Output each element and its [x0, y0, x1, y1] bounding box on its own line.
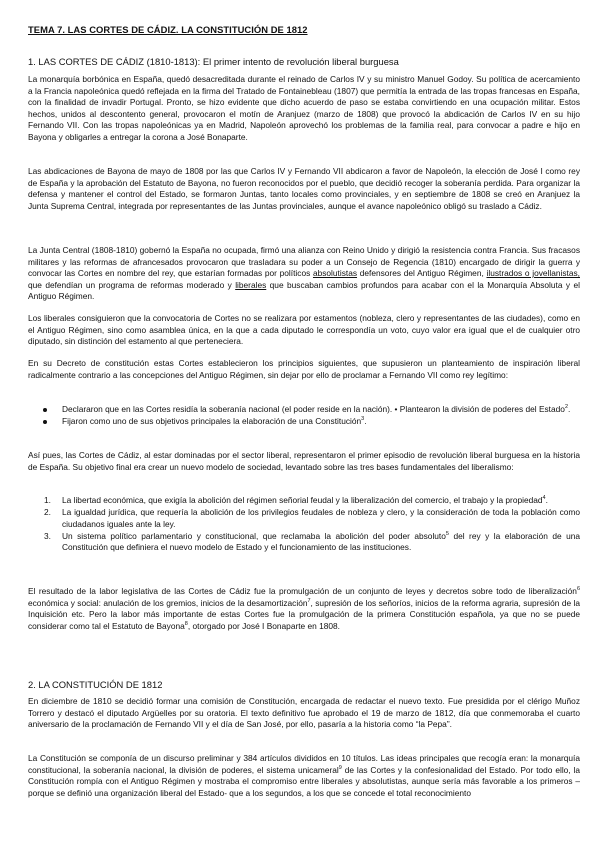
underlined-term-absolutistas: absolutistas: [312, 268, 358, 279]
s1-paragraph-2: Las abdicaciones de Bayona de mayo de 1808 por las que Carlos IV y Fernando VII abdicaron a favor de Napoleón, la elección de José I como rey de España y la aprobación del Estatuto de Bayona, no fueron reconocidos por el pueblo, que decidió recoger la soberanía perdida. Para organizar la defensa y mantener el control del Estado, se formaron Juntas, tanto locales como provinciales, y en septiembre de 1808 se creó en Aranjuez la Junta Suprema Central, integrada por representantes de las Juntas provinciales, aunque el avance napoleónico obligó su traslado a Cádiz.: [28, 166, 580, 211]
item-text: Un sistema político parlamentario y constitucional, que reclamaba la abolición del poder absoluto: [62, 530, 446, 541]
numbered-item: [40, 531, 580, 554]
footnote-ref: 6: [576, 586, 580, 593]
item-number: 1.: [44, 495, 51, 505]
bullet-text: Fijaron como uno de sus objetivos principales la elaboración de una Constitución: [62, 416, 362, 427]
s1-paragraph-5: En su Decreto de constitución estas Cortes establecieron los principios siguientes, que supusieron un planteamiento de inspiración liberal radicalmente contrario a las concepciones del Antiguo Régimen, sin dejar por ello de proclamar a Fernando VII como rey legítimo:: [28, 358, 580, 380]
text-run: defensores del Antiguo Régimen,: [357, 268, 487, 279]
bullet-icon: [43, 408, 47, 412]
section-2-heading: 2. LA CONSTITUCIÓN DE 1812: [28, 679, 163, 690]
footnote-ref: 3: [361, 416, 365, 423]
text-run: que defendían un programa de reformas moderado y: [28, 279, 236, 290]
bullet-text: Declararon que en las Cortes residía la soberanía nacional (el poder reside en la nación). • Plantearon la división de poderes del Estado: [62, 404, 565, 414]
bullet-icon: [43, 420, 47, 424]
footnote-ref: 4: [542, 495, 546, 502]
text-run: La Constitución se componía de un discurso preliminar y 384 artículos divididos en 10 títulos. Las ideas principales que recogía eran: la monarquía constitucional, la soberanía nacional, la división de poderes, el sistema unicameral: [28, 753, 580, 775]
text-run: El resultado de la labor legislativa de las Cortes de Cádiz fue la promulgación de un conjunto de leyes y decretos sobre todo de liberalización: [28, 586, 577, 596]
s1-paragraph-6: Así pues, las Cortes de Cádiz, al estar dominadas por el sector liberal, representaron el primer episodio de revolución liberal burguesa en la historia de España. Su objetivo final era crear un nuevo modelo de sociedad, levantado sobre las tres bases fundamentales del liberalismo:: [28, 450, 580, 472]
s1-paragraph-3: [28, 245, 580, 303]
bullet-item: [40, 416, 580, 428]
underlined-term-ilustrados: ilustrados o jovellanistas,: [486, 268, 580, 279]
bullet-text-end: .: [364, 416, 367, 427]
footnote-ref: 7: [307, 597, 311, 604]
footnote-ref: 5: [445, 531, 449, 537]
footnote-ref: 2: [564, 404, 568, 411]
footnote-ref: 8: [184, 621, 188, 627]
s1-paragraph-7: [28, 586, 580, 632]
s1-paragraph-4: Los liberales consiguieron que la convocatoria de Cortes no se realizara por estamentos (nobleza, clero y representantes de las ciudades), como en el Antiguo Régimen, sino como asamblea única, en la que a cada diputado le correspondía un voto, cuyo valor era igual que el de cualquier otro diputado, sin distinción del estamento al que perteneciera.: [28, 313, 580, 347]
item-number: 3.: [44, 530, 51, 541]
text-run: , supresión de los señoríos, inicios de la reforma agraria, supresión de la Inquisición etc. Pero la labor más importante de estas Cortes fue la promulgación de la primera Constitución española, ya que no se puede considerar como tal el Estatuto de Bayona: [28, 597, 580, 631]
numbered-item: [40, 495, 580, 507]
bullet-item: [40, 404, 580, 416]
footnote-ref: 9: [338, 764, 342, 771]
text-run: de las Cortes y la confesionalidad del Estado. Por todo ello, la Constitución rompía con el Antiguo Régimen y mostraba el compromiso entre liberales y absolutistas, aunque sería más favorable a los primeros –porque se definió una organización liberal del Estado- que a los segundos, a los que se concede el total reconocimiento: [28, 764, 580, 798]
text-run: económica y social: anulación de los gremios, inicios de la desamortización: [28, 597, 308, 608]
text-run: , otorgado por José I Bonaparte en 1808.: [187, 620, 340, 631]
underlined-term-liberales: liberales: [235, 279, 267, 290]
text-run: que buscaban cambios profundos para acabar con el la Monarquía Absoluta y el Antiguo Régimen.: [28, 279, 580, 302]
s1-paragraph-1: La monarquía borbónica en España, quedó desacreditada durante el reinado de Carlos IV y su ministro Manuel Godoy. Su política de acercamiento a la Francia napoleónica quedó reflejada en la firma del Tratado de Fontainebleau (1807) que permitía la entrada de las tropas francesas en España, con la finalidad de invadir Portugal. Pronto, se hizo evidente que dicho acuerdo de paso se estaba convirtiendo en una ocupación militar. Estos hechos, unidos al descontento general, provocaron el motín de Aranjuez (marzo de 1808) que provocó la abdicación de Carlos IV en su hijo Fernando VII. Con las tropas napoleónicas ya en Madrid, Napoleón aprovechó los problemas de la familia real, para convocar a padre e hijo en Bayona y obligarles a entregar la corona a José Bonaparte.: [28, 74, 580, 142]
item-text: La libertad económica, que exigía la abolición del régimen señorial feudal y la liberalización del comercio, el trabajo y la propiedad: [62, 495, 543, 505]
bullet-text-end: .: [568, 404, 571, 414]
s2-paragraph-2: [28, 753, 580, 799]
document-title: TEMA 7. LAS CORTES DE CÁDIZ. LA CONSTITUCIÓN DE 1812: [28, 24, 308, 35]
liberalism-bases-list: [40, 495, 580, 554]
item-text: .: [545, 495, 548, 505]
numbered-item: [40, 507, 580, 530]
item-text: del rey y la elaboración de una Constitución que definiera el nuevo modelo de Estado y el funcionamiento de las instituciones.: [62, 530, 581, 553]
s2-paragraph-1: En diciembre de 1810 se decidió formar una comisión de Constitución, encargada de redactar el nuevo texto. Fue presidida por el clérigo Muñoz Torrero y destacó el diputado Argüelles por su oratoria. El texto definitivo fue aprobado el 19 de marzo de 1812, día que conmemoraba el cuarto aniversario de la proclamación de Fernando VII y el día de San José, por ello, pasaría a la historia como “la Pepa”.: [28, 696, 580, 730]
section-1-heading: 1. LAS CORTES DE CÁDIZ (1810-1813): El primer intento de revolución liberal burguesa: [28, 56, 399, 67]
text-run: La Junta Central (1808-1810) gobernó la España no ocupada, firmó una alianza con Reino Unido y dirigió la resistencia contra Francia. Sus fracasos militares y las reformas de afrancesados provocaron que trasladara su poder a un Consejo de Regencia (1810) encargado de dirigir la guerra y convocar las Cortes en nombre del rey, que estarían formadas por políticos: [28, 245, 580, 279]
principles-bullet-list: [40, 404, 580, 428]
item-number: 2.: [44, 507, 51, 518]
item-text: La igualdad jurídica, que requería la abolición de los privilegios feudales de nobleza y clero, y la consideración de toda la población como ciudadanos iguales ante la ley.: [62, 507, 580, 529]
